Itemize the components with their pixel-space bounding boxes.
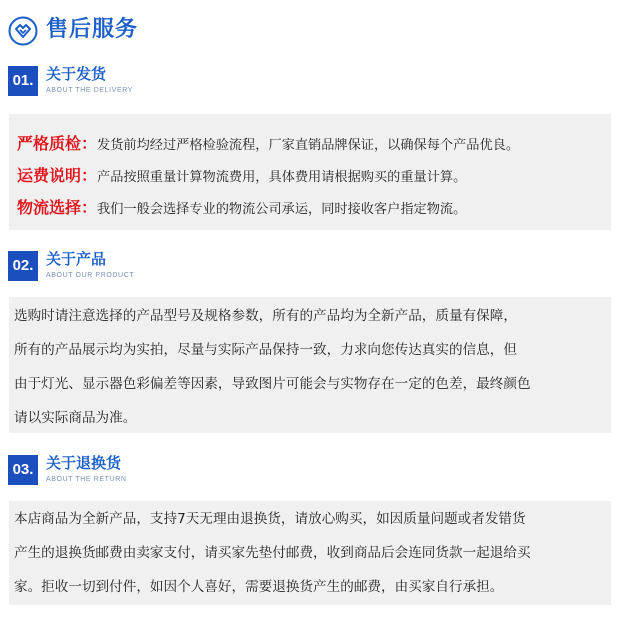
- section-subtitle: ABOUT THE RETURN: [46, 476, 127, 483]
- page-title: 售后服务: [46, 17, 139, 42]
- paragraph-line: 所有的产品展示均为实拍，尽量与实际产品保持一致，力求向您传达真实的信息，但: [14, 342, 517, 358]
- section-number: 02.: [8, 251, 38, 281]
- service-heart-icon: [8, 16, 38, 46]
- paragraph-line: 选购时请注意选择的产品型号及规格参数，所有的产品均为全新产品，质量有保障，: [14, 308, 517, 324]
- item-label: 严格质检：: [17, 134, 98, 153]
- paragraph-line: 本店商品为全新产品，支持7天无理由退换货，请放心购买，如因质量问题或者发错货: [14, 511, 526, 527]
- list-item: [17, 192, 466, 224]
- item-text: 我们一般会选择专业的物流公司承运，同时接收客户指定物流。: [97, 202, 467, 217]
- item-text: 产品按照重量计算物流费用，具体费用请根据购买的重量计算。: [97, 170, 467, 185]
- paragraph-line: 产生的退换货邮费由卖家支付，请买家先垫付邮费，收到商品后会连同货款一起退给买: [14, 545, 531, 561]
- section-title: 关于发货: [46, 65, 107, 83]
- item-label: 运费说明：: [17, 166, 98, 185]
- paragraph: [14, 299, 608, 435]
- list-item: [17, 128, 519, 160]
- section-delivery-header: [0, 66, 620, 106]
- section-number: 01.: [8, 66, 38, 96]
- list-item: [17, 160, 466, 192]
- section-number: 03.: [8, 455, 38, 485]
- item-text: 发货前均经过严格检验流程，厂家直销品牌保证，以确保每个产品优良。: [97, 138, 520, 153]
- paragraph: [14, 502, 608, 604]
- product-panel: [9, 297, 611, 433]
- section-title: 关于退换货: [46, 454, 122, 472]
- paragraph-line: 由于灯光、显示器色彩偏差等因素，导致图片可能会与实物存在一定的色差，最终颜色: [14, 376, 531, 392]
- section-subtitle: ABOUT OUR PRODUCT: [46, 272, 135, 279]
- paragraph-line: 家。拒收一切到付件，如因个人喜好，需要退换货产生的邮费，由买家自行承担。: [14, 579, 504, 595]
- paragraph-line: 请以实际商品为准。: [14, 410, 137, 426]
- section-return-header: [0, 455, 620, 495]
- delivery-panel: [9, 114, 611, 230]
- section-title: 关于产品: [46, 250, 107, 268]
- section-subtitle: ABOUT THE DELIVERY: [46, 87, 134, 94]
- return-panel: [9, 501, 611, 605]
- section-product-header: [0, 251, 620, 291]
- page-header: [0, 0, 620, 62]
- item-label: 物流选择：: [17, 198, 98, 217]
